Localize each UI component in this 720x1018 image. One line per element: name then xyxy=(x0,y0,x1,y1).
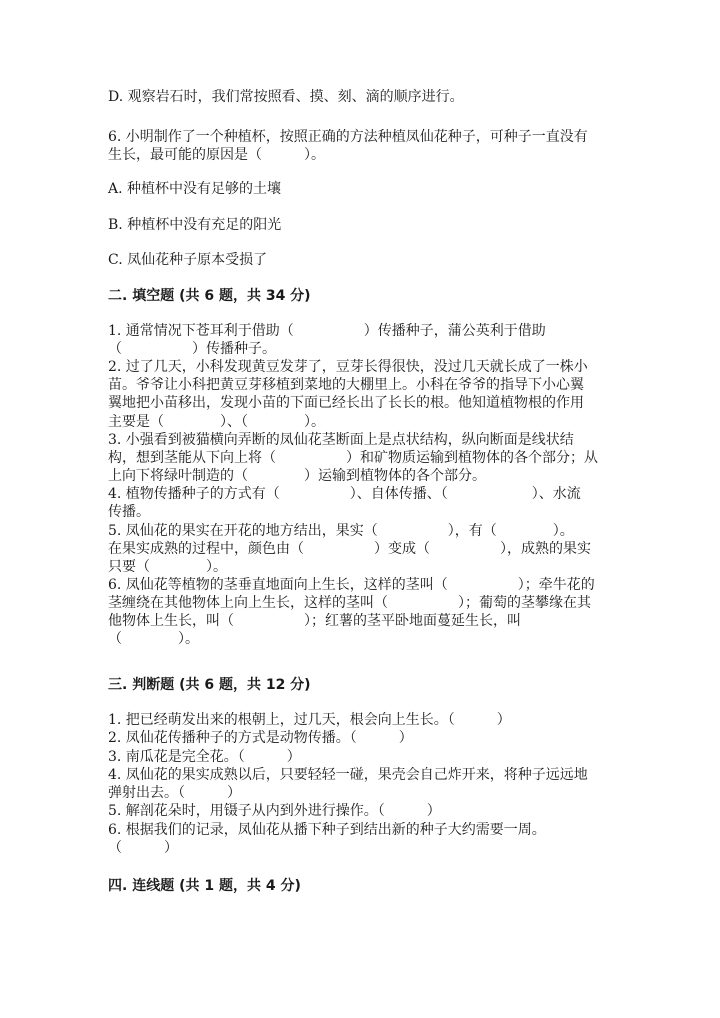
q6-stem-line-1: 6. 小明制作了一个种植杯，按照正确的方法种植凤仙花种子，可种子一直没有 xyxy=(108,129,588,145)
judge-line: 3. 南瓜花是完全花。（ ） xyxy=(108,749,301,765)
section-true-false-title: 三. 判断题 (共 6 题，共 12 分) xyxy=(108,677,311,693)
fill-line: （ ）。 xyxy=(108,631,199,647)
q6-stem-line-2: 生长，最可能的原因是（ ）。 xyxy=(108,147,325,163)
fill-line: 1. 通常情况下苍耳利于借助（ ）传播种子，蒲公英利于借助 xyxy=(108,323,546,339)
fill-line: 主要是（ ）、（ ）。 xyxy=(108,414,325,430)
fill-line: 茎缠绕在其他物体上向上生长，这样的茎叫（ ）；葡萄的茎攀缘在其 xyxy=(108,595,591,611)
judge-line: 4. 凤仙花的果实成熟以后，只要轻轻一碰，果壳会自己炸开来，将种子远远地 xyxy=(108,767,588,783)
judge-line: 5. 解剖花朵时，用镊子从内到外进行操作。（ ） xyxy=(108,803,441,819)
fill-line: 6. 凤仙花等植物的茎垂直地面向上生长，这样的茎叫（ ）；牵牛花的 xyxy=(108,577,595,593)
fill-line: 4. 植物传播种子的方式有（ ）、自体传播、（ ）、水流 xyxy=(108,486,581,502)
judge-line: 1. 把已经萌发出来的根朝上，过几天，根会向上生长。（ ） xyxy=(108,712,511,728)
fill-line: 在果实成熟的过程中，颜色由（ ）变成（ ），成熟的果实 xyxy=(108,541,591,557)
fill-line: 上向下将绿叶制造的（ ）运输到植物体的各个部分。 xyxy=(108,468,486,484)
fill-line: 2. 过了几天，小科发现黄豆发芽了，豆芽长得很快，没过几天就长成了一株小 xyxy=(108,359,588,375)
judge-line: （ ） xyxy=(108,840,178,856)
fill-line: 翼地把小苗移出，发现小苗的下面已经长出了长长的根。他知道植物根的作用 xyxy=(108,395,584,411)
section-matching-title: 四. 连线题 (共 1 题，共 4 分) xyxy=(108,878,301,894)
q5-option-d: D. 观察岩石时，我们常按照看、摸、刻、滴的顺序进行。 xyxy=(108,89,464,105)
fill-line: 传播。 xyxy=(108,504,150,520)
fill-line: （ ）传播种子。 xyxy=(108,341,276,357)
fill-line: 3. 小强看到被猫横向弄断的凤仙花茎断面上是点状结构，纵向断面是线状结 xyxy=(108,432,574,448)
judge-line: 6. 根据我们的记录，凤仙花从播下种子到结出新的种子大约需要一周。 xyxy=(108,822,546,838)
q6-option-b: B. 种植杯中没有充足的阳光 xyxy=(108,217,282,233)
fill-line: 构，想到茎能从下向上将（ ）和矿物质运输到植物体的各个部分；从 xyxy=(108,450,598,466)
judge-line: 2. 凤仙花传播种子的方式是动物传播。（ ） xyxy=(108,730,413,746)
fill-line: 他物体上生长，叫（ ）；红薯的茎平卧地面蔓延生长，叫 xyxy=(108,613,521,629)
fill-line: 5. 凤仙花的果实在开花的地方结出，果实（ ），有（ ）。 xyxy=(108,523,574,539)
fill-line: 只要（ ）。 xyxy=(108,559,227,575)
fill-line: 苗。爷爷让小科把黄豆芽移植到菜地的大棚里上。小科在爷爷的指导下小心翼 xyxy=(108,377,584,393)
judge-line: 弹射出去。（ ） xyxy=(108,785,241,801)
q6-option-c: C. 凤仙花种子原本受损了 xyxy=(108,252,268,268)
section-fill-in-title: 二. 填空题 (共 6 题，共 34 分) xyxy=(108,288,311,304)
q6-option-a: A. 种植杯中没有足够的土壤 xyxy=(108,181,282,197)
